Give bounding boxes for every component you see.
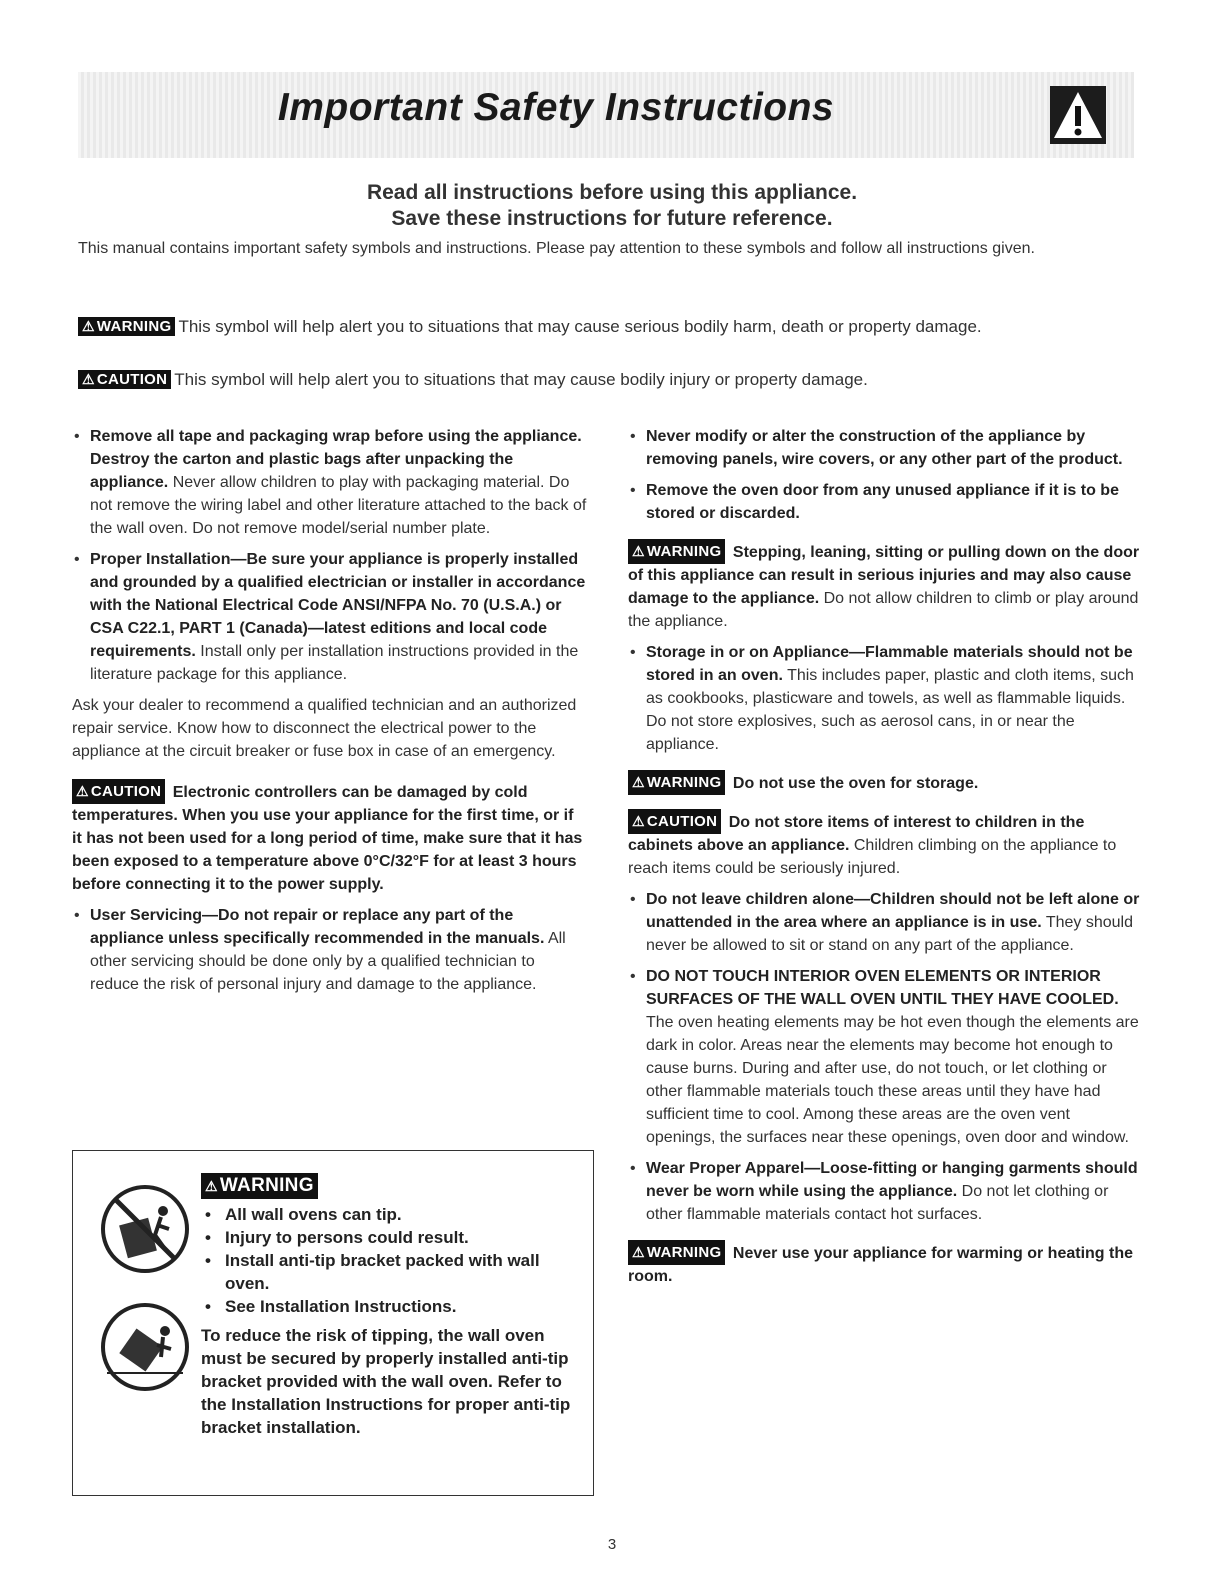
list-item: • Storage in or on Appliance—Flammable materials should not be stored in an oven. This includes paper, plastic and cloth items, such as cookbooks, plasticware and towels, as well as flammable liquids. Do not store explosives, such as aerosol cans, in or near the appliance. [630, 644, 1134, 753]
warning-badge: ⚠ WARNING [78, 317, 175, 336]
caution-paragraph: ⚠ CAUTION Do not store items of interest to children in the cabinets above an appliance. Children climbing on the appliance to reach items could be seriously injured. [628, 809, 1143, 880]
warning-paragraph: ⚠ WARNING Do not use the oven for storage. [628, 770, 1143, 795]
save-instructions-line: Save these instructions for future reference. [391, 207, 833, 230]
caution-badge: ⚠ CAUTION [72, 779, 165, 804]
anti-tip-instructions: To reduce the risk of tipping, the wall oven must be secured by properly installed anti-tip bracket provided with the wall oven. Refer to the Installation Instructions for proper anti-tip bracket installation. [201, 1326, 571, 1437]
warning-triangle-icon [1050, 86, 1106, 144]
caution-symbol-definition [78, 370, 1148, 390]
warning-symbol-text: This symbol will help alert you to situations that may cause serious bodily harm, death or property damage. [178, 317, 982, 336]
right-column [628, 425, 1143, 1296]
list-item: • Remove the oven door from any unused appliance if it is to be stored or discarded. [630, 482, 1119, 522]
list-item: • DO NOT TOUCH INTERIOR OVEN ELEMENTS OR INTERIOR SURFACES OF THE WALL OVEN UNTIL THEY HAVE COOLED. The oven heating elements may be hot even though the elements are dark in color. Areas near the elements may become hot enough to cause burns. During and after use, do not touch, or let clothing or other flammable materials touch these areas until they have had sufficient time to cool. Among these areas are the oven vent openings, the surfaces near these openings, oven door and window. [630, 968, 1139, 1146]
page-title: Important Safety Instructions [277, 86, 835, 129]
caution-badge: ⚠ CAUTION [78, 370, 171, 389]
caution-badge: ⚠ CAUTION [628, 809, 721, 834]
title-banner [78, 72, 1134, 158]
no-tip-icon [99, 1183, 191, 1275]
caution-paragraph: ⚠ CAUTION Electronic controllers can be damaged by cold temperatures. When you use your appliance for the first time, or if it has not been used for a long period of time, make sure that it has been exposed to a temperature above 0°C/32°F for at least 3 hours before connecting it to the power supply. [72, 779, 587, 896]
list-item: • All wall ovens can tip. [205, 1205, 402, 1224]
left-column [72, 425, 587, 1004]
warning-badge: ⚠ WARNING [628, 770, 725, 795]
warning-badge: ⚠ WARNING [628, 539, 725, 564]
warning-badge: ⚠ WARNING [201, 1173, 318, 1199]
warning-paragraph: ⚠ WARNING Stepping, leaning, sitting or pulling down on the door of this appliance can result in serious injuries and may also cause damage to the appliance. Do not allow children to climb or play around the appliance. [628, 539, 1143, 633]
list-item: • Proper Installation—Be sure your appliance is properly installed and grounded by a qualified electrician or installer in accordance with the National Electrical Code ANSI/NFPA No. 70 (U.S.A.) or CSA C22.1, PART 1 (Canada)—latest editions and local code requirements. Install only per installation instructions provided in the literature package for this appliance. [74, 551, 586, 683]
caution-symbol-text: This symbol will help alert you to situations that may cause bodily injury or property damage. [174, 370, 868, 389]
list-item: • See Installation Instructions. [205, 1297, 457, 1316]
list-item: • Remove all tape and packaging wrap before using the appliance. Destroy the carton and plastic bags after unpacking the appliance. Never allow children to play with packaging material. Do not remove the wiring label and other literature attached to the back of the wall oven. Do not remove model/serial number plate. [74, 428, 587, 537]
warning-symbol-definition [78, 317, 1148, 337]
read-instructions-line: Read all instructions before using this appliance. [366, 181, 858, 204]
page-number: 3 [607, 1536, 617, 1553]
list-item: • Injury to persons could result. [205, 1228, 469, 1247]
list-item: • Wear Proper Apparel—Loose-fitting or hanging garments should never be worn while using the appliance. Do not let clothing or other flammable materials contact hot surfaces. [630, 1160, 1138, 1223]
warning-box-text [201, 1173, 571, 1439]
list-item: • Do not leave children alone—Children should not be left alone or unattended in the area where an appliance is in use. They should never be allowed to sit or stand on any part of the appliance. [630, 891, 1140, 954]
list-item: • User Servicing—Do not repair or replace any part of the appliance unless specifically recommended in the manuals. All other servicing should be done only by a qualified technician to reduce the risk of personal injury and damage to the appliance. [74, 907, 566, 993]
anti-tip-warning-box [72, 1150, 594, 1496]
intro-text: This manual contains important safety symbols and instructions. Please pay attention to these symbols and follow all instructions given. [78, 240, 1035, 257]
dealer-paragraph: Ask your dealer to recommend a qualified technician and an authorized repair service. Know how to disconnect the electrical power to the appliance at the circuit breaker or fuse box in case of an emergency. [72, 697, 577, 760]
warning-badge: ⚠ WARNING [628, 1240, 725, 1265]
list-item: • Never modify or alter the construction of the appliance by removing panels, wire covers, or any other part of the product. [630, 428, 1123, 468]
tipping-oven-icon [99, 1301, 191, 1393]
list-item: • Install anti-tip bracket packed with wall oven. [205, 1251, 540, 1293]
warning-paragraph: ⚠ WARNING Never use your appliance for warming or heating the room. [628, 1240, 1143, 1288]
